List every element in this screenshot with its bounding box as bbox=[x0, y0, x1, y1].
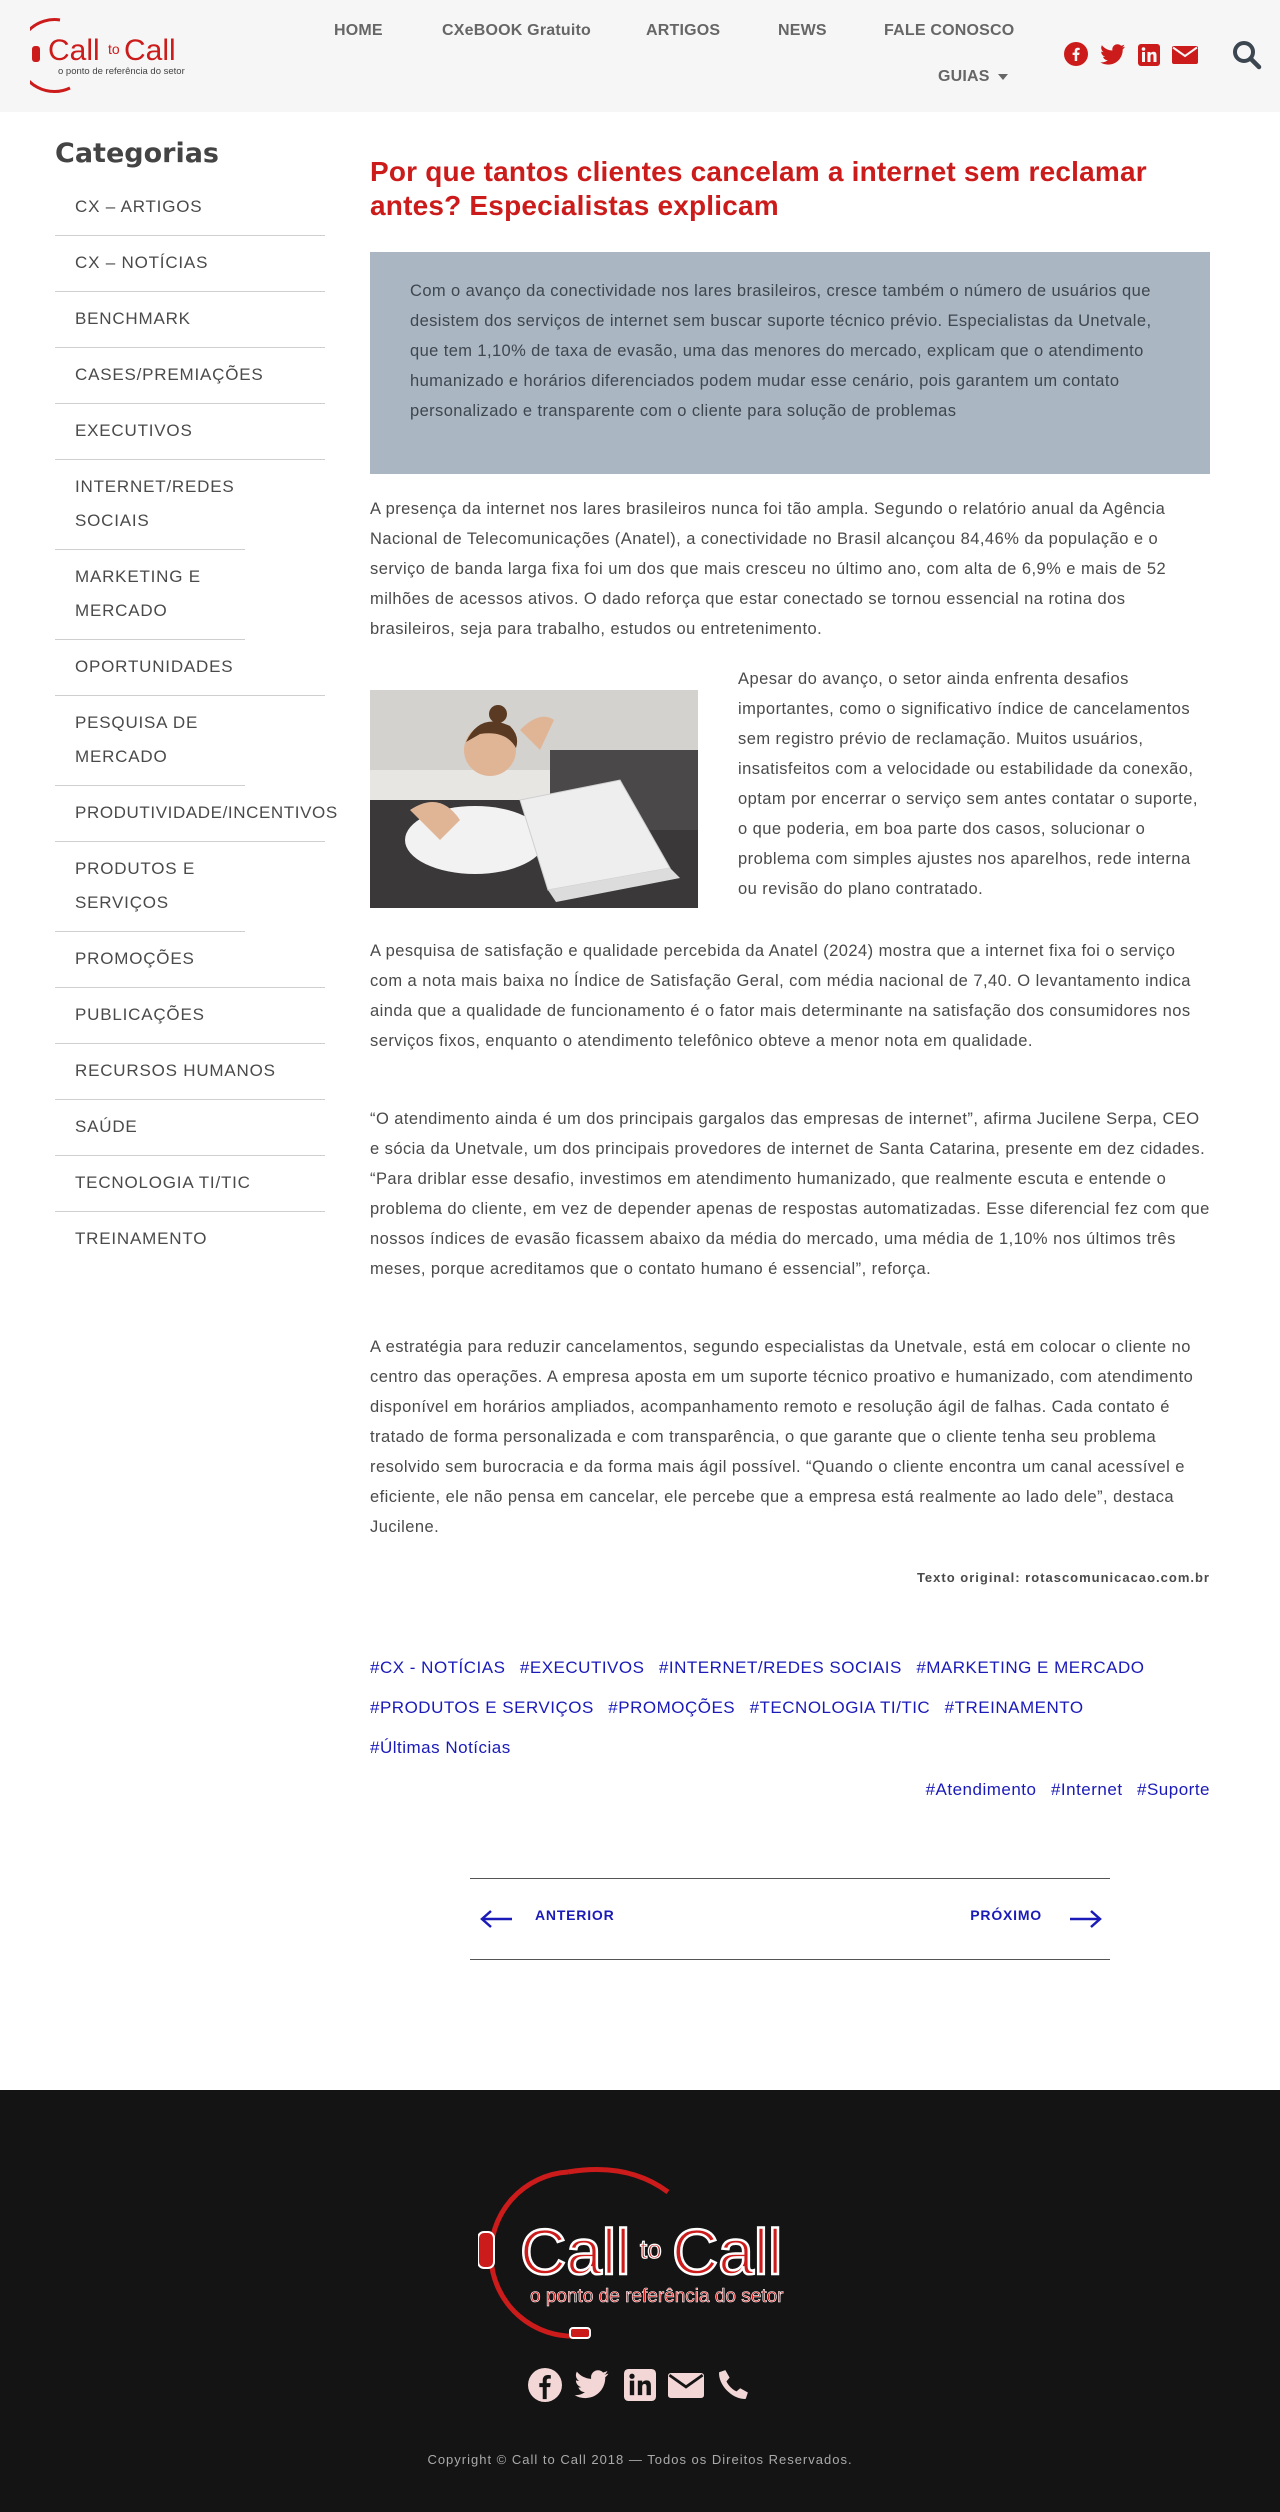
tag-produtos-e-servicos[interactable]: #PRODUTOS E SERVIÇOS bbox=[370, 1698, 594, 1717]
tag-executivos[interactable]: #EXECUTIVOS bbox=[519, 1658, 645, 1677]
category-produtos-e-servicos[interactable]: PRODUTOS E SERVIÇOS bbox=[55, 842, 245, 932]
category-tecnologia-ti-tic[interactable]: TECNOLOGIA TI/TIC bbox=[55, 1156, 325, 1212]
category-saude[interactable]: SAÚDE bbox=[55, 1100, 325, 1156]
site-logo[interactable] bbox=[30, 8, 190, 94]
nav-news[interactable]: NEWS bbox=[778, 22, 827, 39]
category-recursos-humanos[interactable]: RECURSOS HUMANOS bbox=[55, 1044, 325, 1100]
article-title: Por que tantos clientes cancelam a internet sem reclamar antes? Especialistas explicam bbox=[370, 156, 1147, 221]
category-executivos[interactable]: EXECUTIVOS bbox=[55, 404, 325, 460]
category-oportunidades[interactable]: OPORTUNIDADES bbox=[55, 640, 325, 696]
arrow-right-icon[interactable] bbox=[1068, 1909, 1102, 1929]
article-lead-text: Com o avanço da conectividade nos lares brasileiros, cresce também o número de usuários que desistem dos serviços de internet sem buscar suporte técnico prévio. Especialistas da Unetvale, que tem 1,10% de taxa de evasão, uma das menores do mercado, explicam que o atendimento humanizado e horários diferenciados podem mudar esse cenário, pois garantem um contato personalizado e transparente com o cliente para solução de problemas bbox=[410, 282, 1152, 420]
phone-icon[interactable] bbox=[716, 2368, 750, 2402]
article-photo bbox=[370, 690, 698, 908]
category-pesquisa-de-mercado[interactable]: PESQUISA DE MERCADO bbox=[55, 696, 245, 786]
envelope-icon[interactable] bbox=[668, 2373, 704, 2398]
svg-text:o ponto de referência do setor: o ponto de referência do setor bbox=[58, 66, 185, 77]
nav-cxebook[interactable]: CXeBOOK Gratuito bbox=[442, 22, 591, 39]
envelope-icon[interactable] bbox=[1172, 46, 1198, 64]
nav-fale-conosco[interactable]: FALE CONOSCO bbox=[884, 22, 1015, 39]
tag-internet[interactable]: #Internet bbox=[1050, 1780, 1123, 1799]
search-icon[interactable] bbox=[1232, 40, 1262, 72]
svg-text:Call: Call bbox=[124, 34, 176, 67]
article-paragraph-2: Apesar do avanço, o setor ainda enfrenta desafios importantes, como o significativo índice de cancelamentos sem registro prévio de reclamação. Muitos usuários, insatisfeitos com a velocidade ou estabilidade da conexão, optam por encerrar o serviço sem antes contatar o suporte, o que poderia, em boa parte dos casos, solucionar o problema com simples ajustes nos aparelhos, rede interna ou revisão do plano contratado. bbox=[738, 670, 1198, 898]
twitter-icon[interactable] bbox=[1100, 44, 1126, 66]
category-benchmark[interactable]: BENCHMARK bbox=[55, 292, 325, 348]
article-paragraph-5: A estratégia para reduzir cancelamentos, segundo especialistas da Unetvale, está em colocar o cliente no centro das operações. A empresa aposta em um suporte técnico proativo e humanizado, com atendimento disponível em horários ampliados, acompanhamento remoto e resolução ágil de falhas. Cada contato é tratado de forma personalizada e com transparência, o que garante que o cliente tenha seu problema resolvido sem burocracia e da forma mais ágil possível. “Quando o cliente encontra um canal acessível e eficiente, ele não pensa em cancelar, ele percebe que a empresa está realmente ao lado dele”, destaca Jucilene. bbox=[370, 1338, 1194, 1536]
facebook-icon[interactable] bbox=[528, 2368, 562, 2402]
article-paragraph-3: A pesquisa de satisfação e qualidade percebida da Anatel (2024) mostra que a internet fixa foi o serviço com a nota mais baixa no Índice de Satisfação Geral, com média nacional de 7,40. O levantamento indica ainda que a qualidade de funcionamento é o fator mais determinante na satisfação dos consumidores nos serviços fixos, enquanto o atendimento telefônico obteve a menor nota em qualidade. bbox=[370, 942, 1191, 1050]
tag-atendimento[interactable]: #Atendimento bbox=[925, 1780, 1037, 1799]
article-paragraph-1: A presença da internet nos lares brasileiros nunca foi tão ampla. Segundo o relatório anual da Agência Nacional de Telecomunicações (Anatel), a conectividade no Brasil alcançou 84,46% da população e o serviço de banda larga fixa foi um dos que mais cresceu no último ano, com alta de 6,9% e mais de 52 milhões de acessos ativos. O dado reforça que estar conectado se tornou essencial na rotina dos brasileiros, seja para trabalho, estudos ou entretenimento. bbox=[370, 500, 1167, 638]
svg-text:to: to bbox=[640, 2234, 662, 2264]
nav-artigos[interactable]: ARTIGOS bbox=[646, 22, 721, 39]
sidebar-title: Categorias bbox=[55, 138, 219, 169]
post-navigation bbox=[470, 1878, 1110, 1960]
article-paragraph-4: “O atendimento ainda é um dos principais gargalos das empresas de internet”, afirma Jucilene Serpa, CEO e sócia da Unetvale, um dos principais provedores de internet de Santa Catarina, presente em dez cidades. “Para driblar esse desafio, investimos em atendimento humanizado, que realmente escuta e entende o problema do cliente, em vez de depender apenas de respostas automatizadas. Esse diferencial fez com que nossos índices de evasão ficassem abaixo da média do mercado, uma média de 1,10% nos últimos três meses, porque acreditamos que o contato humano é essencial”, reforça. bbox=[370, 1110, 1210, 1278]
logo-text-call1: Call bbox=[48, 34, 100, 67]
svg-text:Call: Call bbox=[672, 2216, 783, 2288]
tag-treinamento[interactable]: #TREINAMENTO bbox=[944, 1698, 1084, 1717]
tag-cx-noticias[interactable]: #CX - NOTÍCIAS bbox=[370, 1658, 506, 1677]
svg-text:Call: Call bbox=[520, 2216, 631, 2288]
category-produtividade-incentivos[interactable]: PRODUTIVIDADE/INCENTIVOS bbox=[55, 786, 325, 842]
article-source: Texto original: rotascomunicacao.com.br bbox=[916, 1570, 1210, 1585]
category-cx-artigos[interactable]: CX – ARTIGOS bbox=[55, 186, 325, 236]
next-post-link[interactable]: PRÓXIMO bbox=[970, 1907, 1042, 1923]
footer-logo[interactable] bbox=[478, 2162, 802, 2342]
category-cases-premiacoes[interactable]: CASES/PREMIAÇÕES bbox=[55, 348, 325, 404]
tag-ultimas-noticias[interactable]: #Últimas Notícias bbox=[370, 1738, 511, 1757]
facebook-icon[interactable] bbox=[1064, 42, 1088, 66]
arrow-left-icon[interactable] bbox=[480, 1909, 514, 1929]
article bbox=[370, 150, 1210, 1799]
category-tags bbox=[370, 1648, 1210, 1768]
linkedin-icon[interactable] bbox=[624, 2369, 656, 2401]
tag-tecnologia-ti-tic[interactable]: #TECNOLOGIA TI/TIC bbox=[749, 1698, 931, 1717]
copyright-text: Copyright © Call to Call 2018 — Todos os Direitos Reservados. bbox=[427, 2452, 853, 2467]
keyword-tags bbox=[926, 1770, 1210, 1810]
linkedin-icon[interactable] bbox=[1138, 44, 1160, 66]
svg-text:to: to bbox=[108, 41, 120, 57]
category-treinamento[interactable]: TREINAMENTO bbox=[75, 1229, 208, 1248]
previous-post-link[interactable]: ANTERIOR bbox=[535, 1907, 615, 1923]
categories-sidebar bbox=[55, 138, 338, 1267]
category-promocoes[interactable]: PROMOÇÕES bbox=[55, 932, 325, 988]
tag-marketing-e-mercado[interactable]: #MARKETING E MERCADO bbox=[916, 1658, 1145, 1677]
category-cx-noticias[interactable]: CX – NOTÍCIAS bbox=[55, 236, 325, 292]
category-internet-redes-sociais[interactable]: INTERNET/REDES SOCIAIS bbox=[55, 460, 245, 550]
chevron-down-icon bbox=[998, 74, 1008, 80]
category-publicacoes[interactable]: PUBLICAÇÕES bbox=[55, 988, 325, 1044]
nav-guias-dropdown[interactable] bbox=[938, 68, 1008, 86]
footer-social-links bbox=[528, 2366, 768, 2406]
site-header bbox=[0, 0, 1280, 112]
nav-guias-label: GUIAS bbox=[938, 68, 990, 85]
category-list bbox=[55, 186, 338, 1267]
main-nav bbox=[300, 14, 1060, 104]
tag-promocoes[interactable]: #PROMOÇÕES bbox=[608, 1698, 736, 1717]
twitter-icon[interactable] bbox=[574, 2370, 610, 2400]
category-marketing-e-mercado[interactable]: MARKETING E MERCADO bbox=[55, 550, 245, 640]
tag-internet-redes-sociais[interactable]: #INTERNET/REDES SOCIAIS bbox=[658, 1658, 902, 1677]
article-lead bbox=[370, 252, 1210, 474]
nav-home[interactable]: HOME bbox=[334, 22, 383, 39]
tag-suporte[interactable]: #Suporte bbox=[1137, 1780, 1210, 1799]
svg-text:o ponto de referência do setor: o ponto de referência do setor bbox=[530, 2286, 784, 2307]
site-footer bbox=[0, 2090, 1280, 2512]
